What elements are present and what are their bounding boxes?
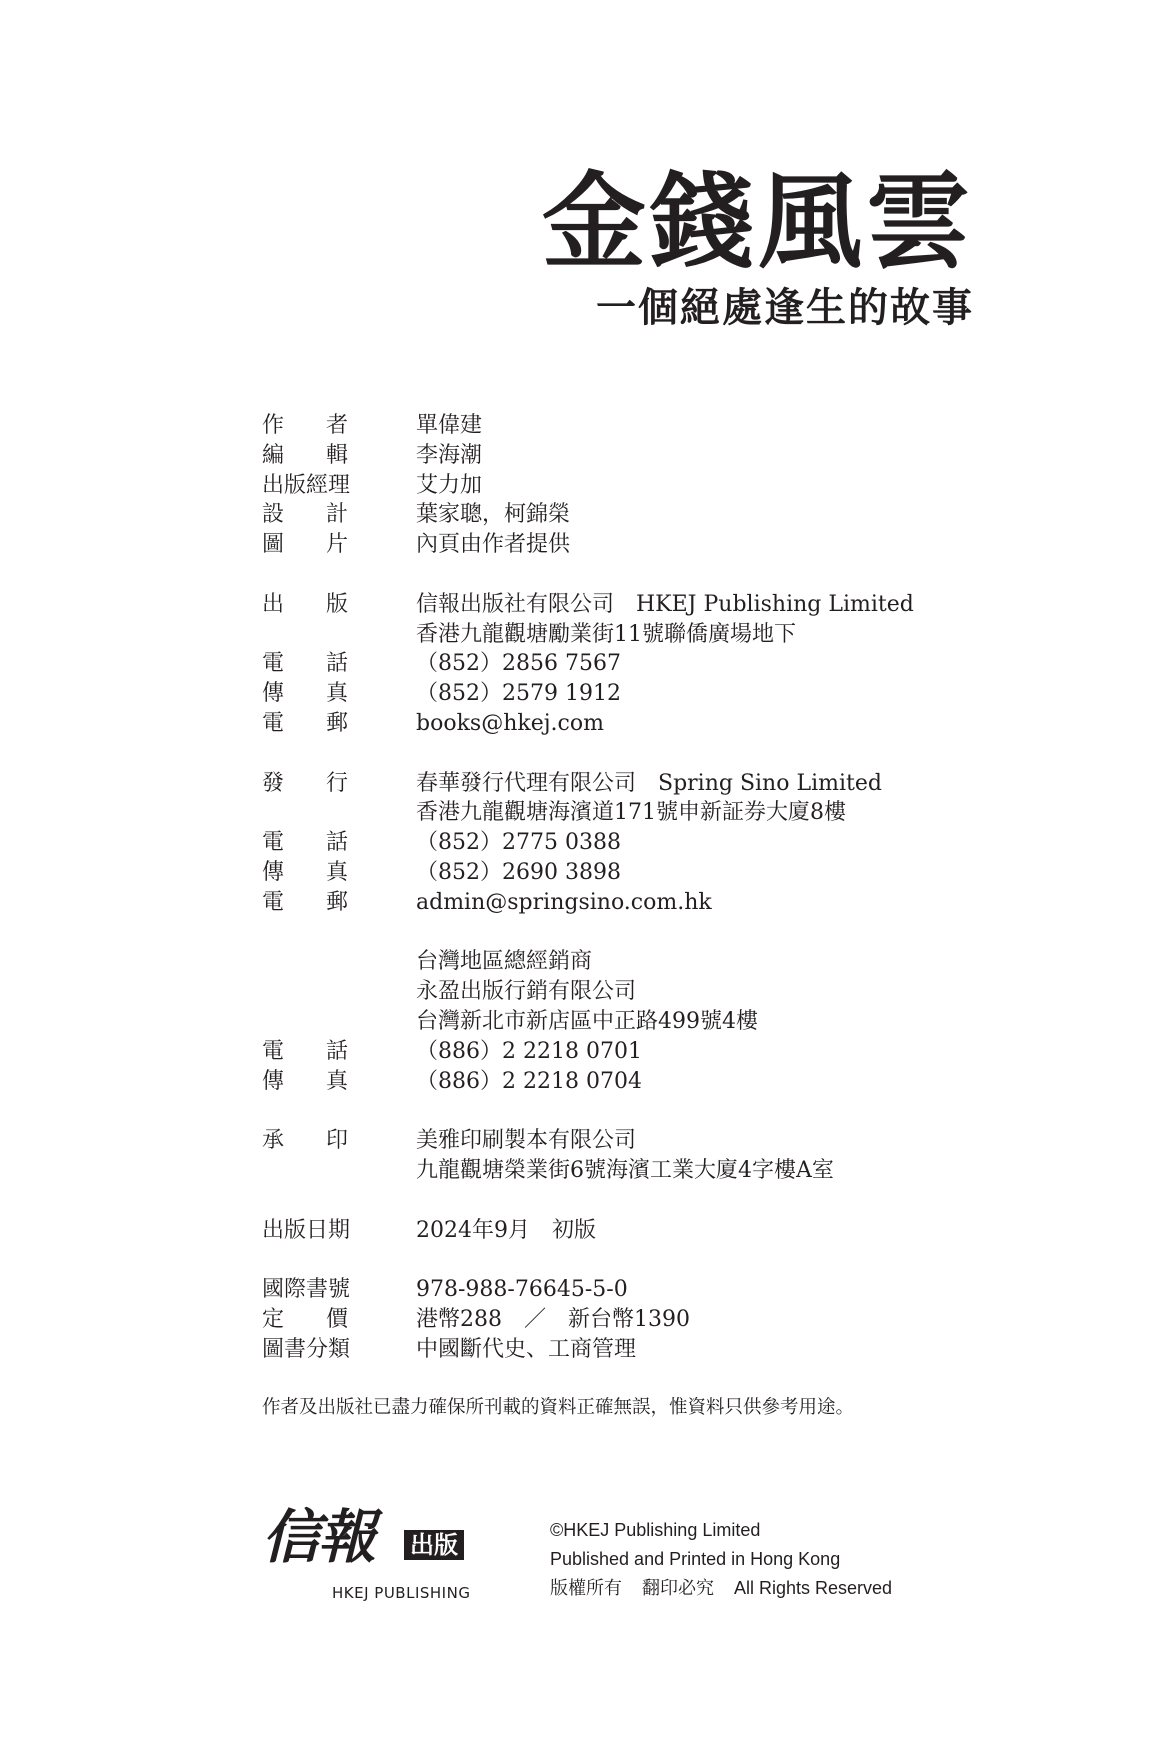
info-value: books@hkej.com — [416, 710, 604, 736]
info-label: 編輯 — [262, 442, 348, 468]
info-row — [262, 858, 982, 888]
info-value: 香港九龍觀塘海濱道171號申新証券大廈8樓 — [416, 800, 846, 826]
info-value: 單偉建 — [416, 413, 483, 438]
info-value: （886）2 2218 0704 — [416, 1068, 642, 1094]
info-value: （852）2775 0388 — [416, 830, 621, 856]
info-label: 電話 — [262, 1038, 348, 1064]
info-label: 出版 — [262, 591, 348, 617]
info-label — [262, 1156, 416, 1186]
printed-in-line: Published and Printed in Hong Kong — [550, 1549, 841, 1569]
info-row — [262, 441, 982, 471]
no-reproduction-cn: 翻印必究 — [642, 1578, 714, 1598]
info-row — [262, 977, 982, 1007]
info-value: 中國斷代史、工商管理 — [416, 1336, 637, 1362]
info-row — [262, 411, 982, 441]
info-label — [262, 977, 416, 1007]
info-label: 定價 — [262, 1306, 348, 1332]
info-label: 國際書號 — [262, 1277, 351, 1303]
credits-section — [262, 411, 982, 560]
info-value: 2024年9月 初版 — [416, 1217, 596, 1243]
publisher-section — [262, 590, 982, 739]
info-label — [262, 798, 416, 828]
rights-line — [550, 1574, 892, 1603]
info-label: 傳真 — [262, 681, 348, 707]
info-value: 978-988-76645-5-0 — [416, 1277, 628, 1303]
info-value: 台灣地區總經銷商 — [416, 949, 593, 975]
copyright-line: ©HKEJ Publishing Limited — [550, 1520, 761, 1540]
info-label: 電郵 — [262, 889, 348, 915]
info-row — [262, 1007, 982, 1037]
info-value: 內頁由作者提供 — [416, 532, 571, 558]
info-label: 圖書分類 — [262, 1336, 351, 1362]
logo-english-text: HKEJ PUBLISHING — [332, 1584, 471, 1602]
rights-reserved-cn: 版權所有 — [550, 1578, 622, 1598]
info-row — [262, 620, 982, 650]
info-label: 電話 — [262, 651, 348, 677]
info-row — [262, 769, 982, 799]
info-value: （886）2 2218 0701 — [416, 1038, 642, 1064]
info-label: 發行 — [262, 770, 348, 796]
logo-box-text: 出版 — [404, 1530, 464, 1560]
info-label: 電話 — [262, 830, 348, 856]
info-value: 台灣新北市新店區中正路499號4樓 — [416, 1008, 758, 1034]
disclaimer-text: 作者及出版社已盡力確保所刊載的資料正確無誤，惟資料只供參考用途。 — [262, 1397, 855, 1418]
book-title: 金錢風雲 — [541, 160, 974, 283]
printer-section — [262, 1126, 982, 1186]
info-row — [262, 590, 982, 620]
colophon-info — [262, 411, 982, 1365]
info-value: 永盈出版行銷有限公司 — [416, 979, 637, 1005]
info-value: （852）2579 1912 — [416, 681, 621, 707]
info-row — [262, 471, 982, 501]
publication-date-section — [262, 1216, 982, 1246]
isbn-price-section — [262, 1275, 982, 1364]
info-row — [262, 1275, 982, 1305]
info-row — [262, 1067, 982, 1097]
info-row — [262, 888, 982, 918]
logo-chinese-text: 信報 — [262, 1503, 375, 1571]
rights-reserved-en: All Rights Reserved — [734, 1578, 893, 1598]
info-row — [262, 500, 982, 530]
info-label: 出版經理 — [262, 472, 351, 498]
info-value: 香港九龍觀塘勵業街11號聯僑廣場地下 — [416, 621, 796, 647]
info-label — [262, 620, 416, 650]
info-label: 作者 — [262, 413, 348, 438]
info-label: 電郵 — [262, 710, 348, 736]
info-row — [262, 1335, 982, 1365]
info-row — [262, 1305, 982, 1335]
info-label: 傳真 — [262, 1068, 348, 1094]
info-label — [262, 1007, 416, 1037]
info-row — [262, 828, 982, 858]
info-row — [262, 947, 982, 977]
info-value: 信報出版社有限公司 HKEJ Publishing Limited — [416, 591, 914, 617]
info-label: 設計 — [262, 502, 348, 528]
info-row — [262, 709, 982, 739]
distributor-section — [262, 769, 982, 918]
info-row — [262, 798, 982, 828]
info-row — [262, 1216, 982, 1246]
info-label: 承印 — [262, 1128, 348, 1154]
info-row — [262, 1126, 982, 1156]
info-value: 九龍觀塘榮業街6號海濱工業大廈4字樓A室 — [416, 1157, 834, 1183]
info-value: 春華發行代理有限公司 Spring Sino Limited — [416, 770, 882, 796]
hkej-publishing-logo — [262, 1503, 502, 1606]
info-value: 葉家聰，柯錦榮 — [416, 502, 571, 528]
info-row — [262, 679, 982, 709]
copyright-block — [550, 1516, 892, 1603]
info-row — [262, 1156, 982, 1186]
info-value: admin@springsino.com.hk — [416, 889, 712, 915]
info-label: 圖片 — [262, 532, 348, 558]
info-row — [262, 530, 982, 560]
info-value: 港幣288 ／ 新台幣1390 — [416, 1306, 690, 1332]
info-value: 艾力加 — [416, 472, 483, 498]
taiwan-distributor-section — [262, 947, 982, 1096]
info-value: 李海潮 — [416, 442, 483, 468]
info-value: 美雅印刷製本有限公司 — [416, 1128, 637, 1154]
book-subtitle: 一個絕處逢生的故事 — [596, 284, 974, 331]
info-row — [262, 649, 982, 679]
info-label — [262, 947, 416, 977]
info-value: （852）2856 7567 — [416, 651, 621, 677]
info-label: 出版日期 — [262, 1217, 351, 1243]
info-row — [262, 1037, 982, 1067]
info-value: （852）2690 3898 — [416, 859, 621, 885]
info-label: 傳真 — [262, 859, 348, 885]
